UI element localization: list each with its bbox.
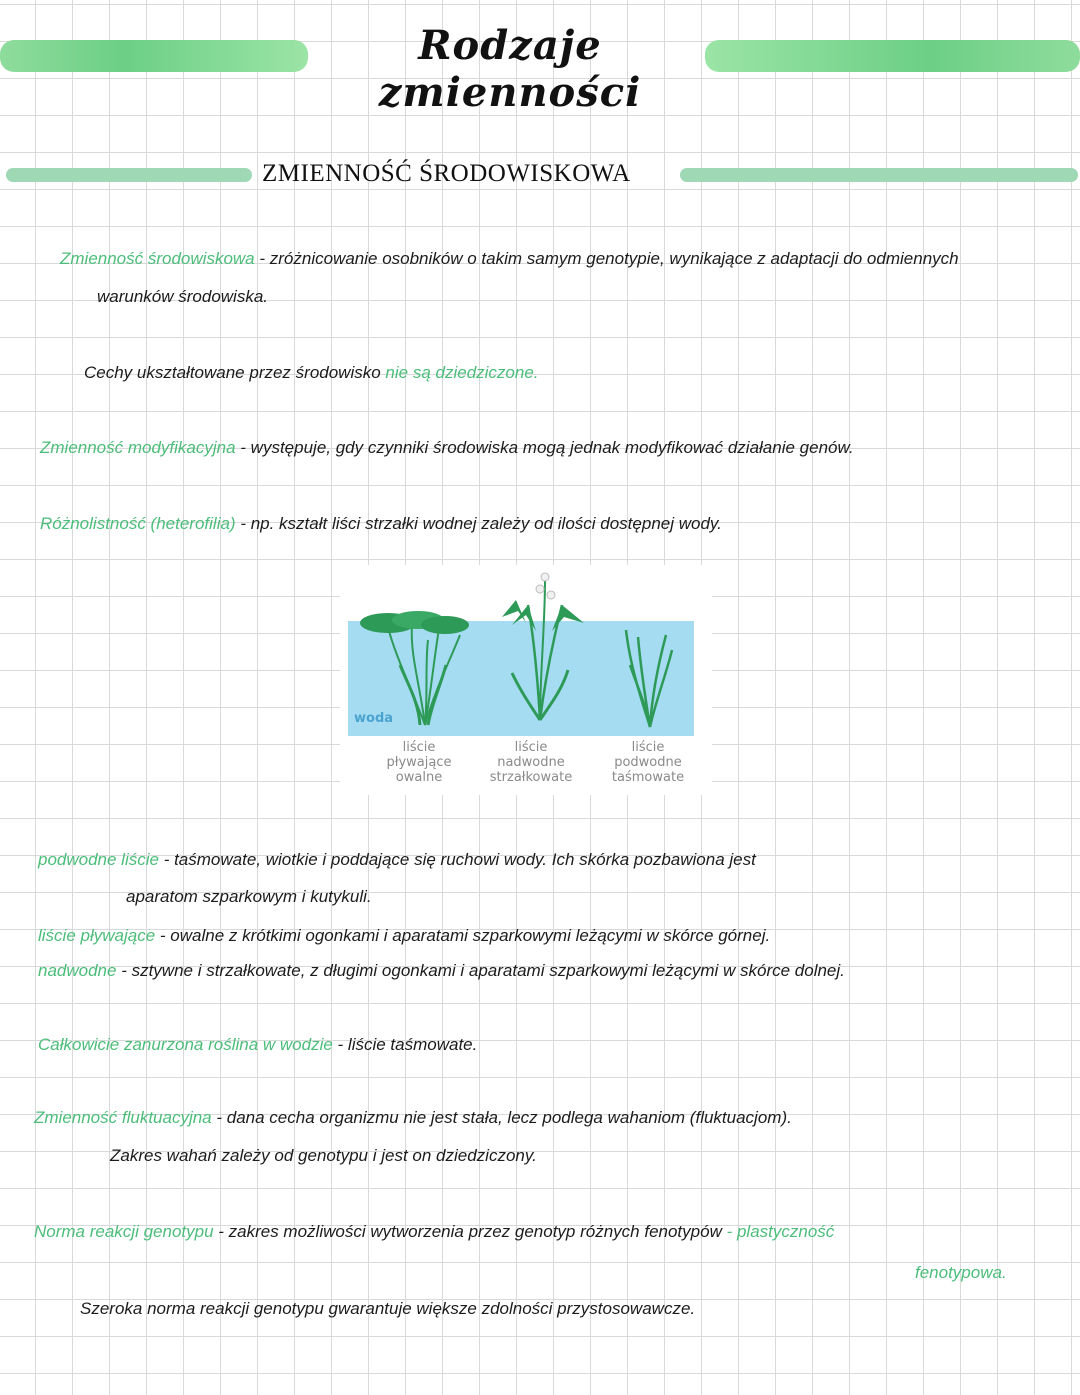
note-highlight: nie są dziedziczone. — [385, 363, 539, 382]
caption-submerged: liście podwodne taśmowate — [611, 740, 685, 785]
definition-heterophylly — [40, 514, 722, 534]
water-label: woda — [354, 711, 394, 726]
definition-modification — [40, 438, 854, 458]
definition-fully-submerged — [38, 1035, 477, 1055]
definition-text: - taśmowate, wiotkie i poddające się ruchowi wody. Ich skórka pozbawiona jest — [158, 850, 756, 869]
term-heterophylly: Różnolistność (heterofilia) — [40, 514, 236, 533]
definition-continuation: aparatom szparkowym i kutykuli. — [126, 887, 372, 906]
term-modification: Zmienność modyfikacyjna — [40, 438, 236, 457]
title-highlight-right — [705, 40, 1080, 72]
note-text: Cechy ukształtowane przez środowisko — [84, 363, 386, 382]
definition-reaction-norm — [34, 1222, 834, 1242]
definition-environmental — [60, 249, 959, 269]
term-fluctuation: Zmienność fluktuacyjna — [34, 1108, 212, 1127]
definition-submerged — [38, 850, 756, 870]
definition-floating — [38, 926, 770, 946]
definition-emergent — [38, 961, 845, 981]
section-bar-left — [6, 168, 252, 182]
caption-floating: liście pływające owalne — [386, 740, 452, 785]
note-wide-norm: Szeroka norma reakcji genotypu gwarantuje większe zdolności przystosowawcze. — [80, 1299, 696, 1318]
term-submerged: podwodne liście — [38, 850, 159, 869]
definition-text: - owalne z krótkimi ogonkami i aparatami szparkowymi leżącymi w skórce górnej. — [155, 926, 771, 945]
definition-fluctuation — [34, 1108, 792, 1128]
plant-submerged-leaves — [626, 630, 672, 727]
plant-emergent-leaves — [502, 573, 584, 720]
definition-text: - zróżnicowanie osobników o takim samym genotypie, wynikające z adaptacji do odmiennych — [254, 249, 959, 268]
definition-text: - występuje, gdy czynniki środowiska mogą jednak modyfikować działanie genów. — [235, 438, 854, 457]
caption-emergent: liście nadwodne strzałkowate — [489, 740, 573, 785]
term-plasticity: - plastyczność — [726, 1222, 835, 1241]
definition-text: - zakres możliwości wytworzenia przez genotyp różnych fenotypów — [213, 1222, 727, 1241]
term-plasticity-continuation: fenotypowa. — [915, 1263, 1007, 1282]
plant-floating-leaves — [360, 611, 469, 725]
page-title: Rodzaje zmienności — [378, 22, 642, 116]
section-bar-right — [680, 168, 1078, 182]
section-title: ZMIENNOŚĆ ŚRODOWISKOWA — [262, 160, 631, 187]
heterophylly-figure — [340, 565, 712, 795]
title-highlight-left — [0, 40, 308, 72]
term-environmental: Zmienność środowiskowa — [60, 249, 255, 268]
note-not-inherited — [84, 363, 539, 383]
plants-illustration — [340, 565, 712, 740]
definition-continuation: warunków środowiska. — [97, 287, 269, 306]
definition-text: - liście taśmowate. — [332, 1035, 478, 1054]
definition-text: - dana cecha organizmu nie jest stała, lecz podlega wahaniom (fluktuacjom). — [211, 1108, 792, 1127]
definition-text: - sztywne i strzałkowate, z długimi ogonkami i aparatami szparkowymi leżącymi w skórce dolnej. — [116, 961, 845, 980]
definition-continuation: Zakres wahań zależy od genotypu i jest on dziedziczony. — [110, 1146, 537, 1165]
definition-text: - np. kształt liści strzałki wodnej zależy od ilości dostępnej wody. — [235, 514, 722, 533]
term-reaction-norm: Norma reakcji genotypu — [34, 1222, 214, 1241]
term-floating: liście pływające — [38, 926, 156, 945]
term-fully-submerged: Całkowicie zanurzona roślina w wodzie — [38, 1035, 333, 1054]
term-emergent: nadwodne — [38, 961, 117, 980]
